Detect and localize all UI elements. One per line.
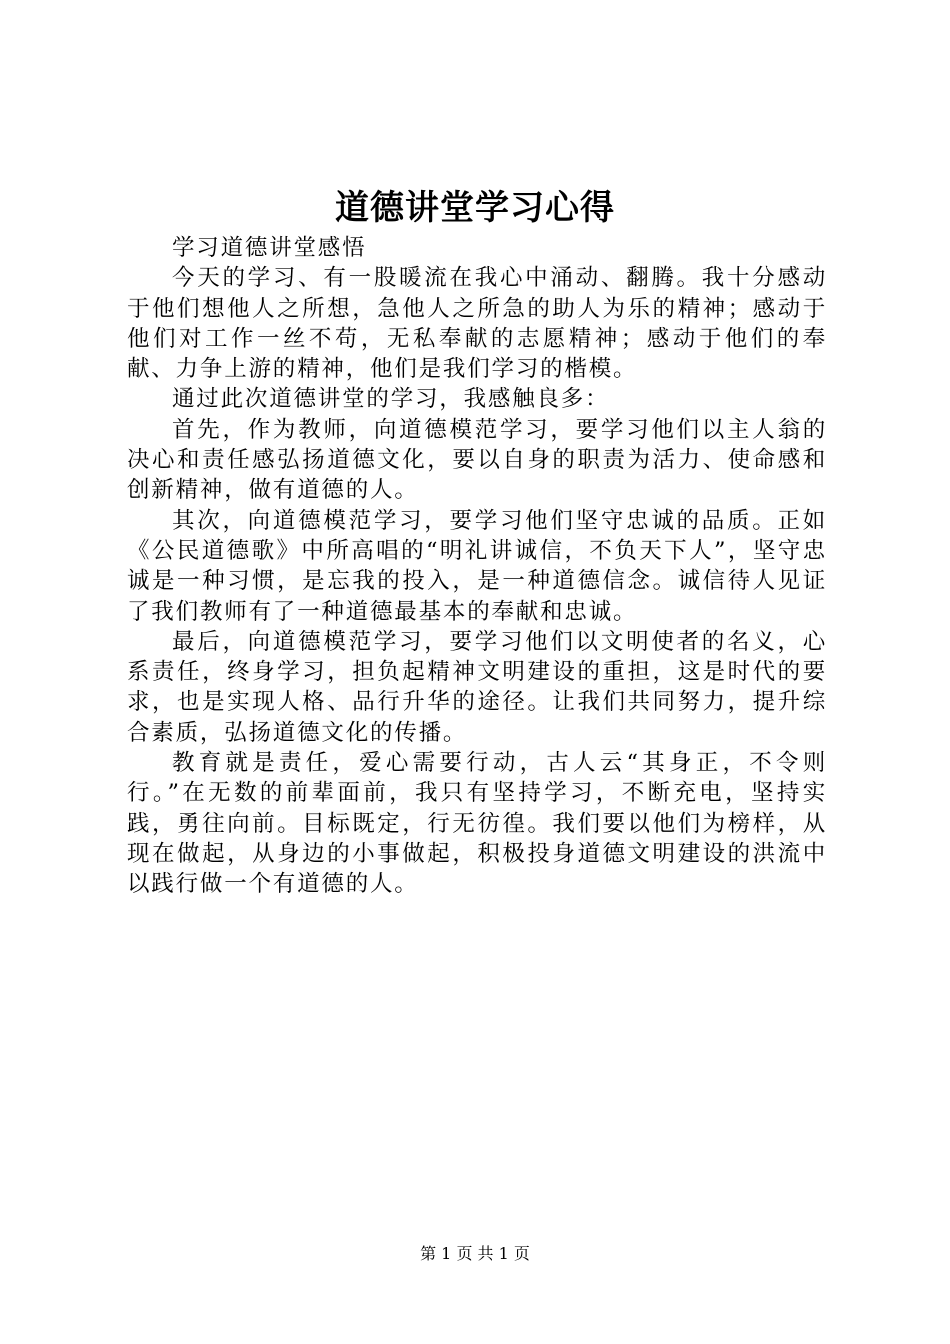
- paragraph: 教育就是责任，爱心需要行动，古人云“其身正，不令则行。”在无数的前辈面前，我只有坚持学习，不断充电，坚持实践，勇往向前。目标既定，行无彷徨。我们要以他们为榜样，从现在做起，从身边的小事做起，积极投身道德文明建设的洪流中以践行做一个有道德的人。: [127, 750, 827, 898]
- paragraph: 首先，作为教师，向道德模范学习，要学习他们以主人翁的决心和责任感弘扬道德文化，要以自身的职责为活力、使命感和创新精神，做有道德的人。: [127, 416, 827, 504]
- paragraph: 今天的学习、有一股暖流在我心中涌动、翻腾。我十分感动于他们想他人之所想，急他人之所急的助人为乐的精神；感动于他们对工作一丝不苟，无私奉献的志愿精神；感动于他们的奉献、力争上游的精神，他们是我们学习的楷模。: [127, 265, 827, 383]
- paragraph: 其次，向道德模范学习，要学习他们坚守忠诚的品质。正如《公民道德歌》中所高唱的“明礼讲诚信，不负天下人”，坚守忠诚是一种习惯，是忘我的投入，是一种道德信念。诚信待人见证了我们教师有了一种道德最基本的奉献和忠诚。: [127, 507, 827, 625]
- document-body: [127, 233, 827, 900]
- document-title: 道德讲堂学习心得: [335, 188, 615, 228]
- page-footer: 第 1 页 共 1 页: [420, 1244, 530, 1263]
- paragraph: 通过此次道德讲堂的学习，我感触良多：: [172, 386, 610, 413]
- paragraph-subtitle: 学习道德讲堂感悟: [172, 235, 367, 261]
- paragraph: 最后，向道德模范学习，要学习他们以文明使者的名义，心系责任，终身学习，担负起精神文明建设的重担，这是时代的要求，也是实现人格、品行升华的途径。让我们共同努力，提升综合素质，弘扬道德文化的传播。: [127, 628, 827, 746]
